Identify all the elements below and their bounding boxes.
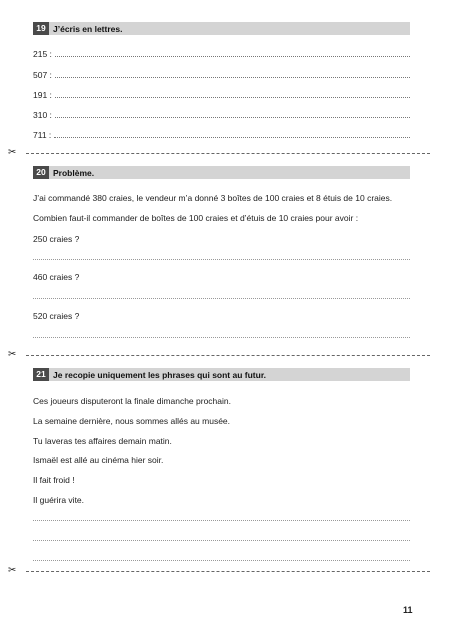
section-20-header bbox=[33, 166, 410, 179]
sentence-item: Tu laveras tes affaires demain matin. bbox=[33, 436, 172, 446]
answer-line[interactable] bbox=[55, 77, 410, 78]
number-label: 215 : bbox=[33, 49, 52, 59]
answer-row-215 bbox=[33, 47, 410, 59]
section-21-number: 21 bbox=[33, 368, 49, 381]
answer-line[interactable] bbox=[33, 337, 410, 338]
sentence-item: Il fait froid ! bbox=[33, 475, 75, 485]
section-20-title: Problème. bbox=[53, 167, 95, 178]
question-250: 250 craies ? bbox=[33, 234, 80, 244]
section-21-header bbox=[33, 368, 410, 381]
number-label: 711 : bbox=[33, 130, 52, 140]
scissors-icon: ✂ bbox=[8, 565, 17, 576]
section-19-header bbox=[33, 22, 410, 35]
dashed-divider bbox=[26, 153, 430, 154]
scissors-icon: ✂ bbox=[8, 349, 17, 360]
cut-line-2 bbox=[8, 350, 430, 360]
answer-line[interactable] bbox=[55, 97, 410, 98]
answer-line[interactable] bbox=[33, 540, 410, 541]
question-460: 460 craies ? bbox=[33, 272, 80, 282]
problem-question: Combien faut-il commander de boîtes de 100 craies et d’étuis de 10 craies pour avoir : bbox=[33, 213, 359, 223]
answer-row-310 bbox=[33, 108, 410, 120]
answer-line[interactable] bbox=[55, 117, 410, 118]
cut-line-3 bbox=[8, 566, 430, 576]
section-20-number: 20 bbox=[33, 166, 49, 179]
scissors-icon: ✂ bbox=[8, 147, 17, 158]
answer-line[interactable] bbox=[54, 137, 410, 138]
problem-statement: J’ai commandé 380 craies, le vendeur m’a donné 3 boîtes de 100 craies et 8 étuis de 10 craies. bbox=[33, 193, 393, 203]
section-19-title: J’écris en lettres. bbox=[53, 23, 123, 34]
answer-line[interactable] bbox=[33, 298, 410, 299]
sentence-item: La semaine dernière, nous sommes allés au musée. bbox=[33, 416, 231, 426]
answer-line[interactable] bbox=[33, 560, 410, 561]
dashed-divider bbox=[26, 355, 430, 356]
answer-row-191 bbox=[33, 88, 410, 100]
sentence-item: Ismaël est allé au cinéma hier soir. bbox=[33, 455, 164, 465]
page-number: 11 bbox=[403, 605, 413, 615]
answer-line[interactable] bbox=[33, 259, 410, 260]
cut-line-1 bbox=[8, 148, 430, 158]
number-label: 507 : bbox=[33, 70, 52, 80]
answer-row-507 bbox=[33, 68, 410, 80]
number-label: 310 : bbox=[33, 110, 52, 120]
answer-line[interactable] bbox=[33, 520, 410, 521]
sentence-item: Il guérira vite. bbox=[33, 495, 85, 505]
question-520: 520 craies ? bbox=[33, 311, 80, 321]
answer-row-711 bbox=[33, 128, 410, 140]
dashed-divider bbox=[26, 571, 430, 572]
number-label: 191 : bbox=[33, 90, 52, 100]
sentence-item: Ces joueurs disputeront la finale dimanche prochain. bbox=[33, 396, 231, 406]
section-21-title: Je recopie uniquement les phrases qui sont au futur. bbox=[53, 369, 267, 380]
section-19-number: 19 bbox=[33, 22, 49, 35]
answer-line[interactable] bbox=[55, 56, 410, 57]
